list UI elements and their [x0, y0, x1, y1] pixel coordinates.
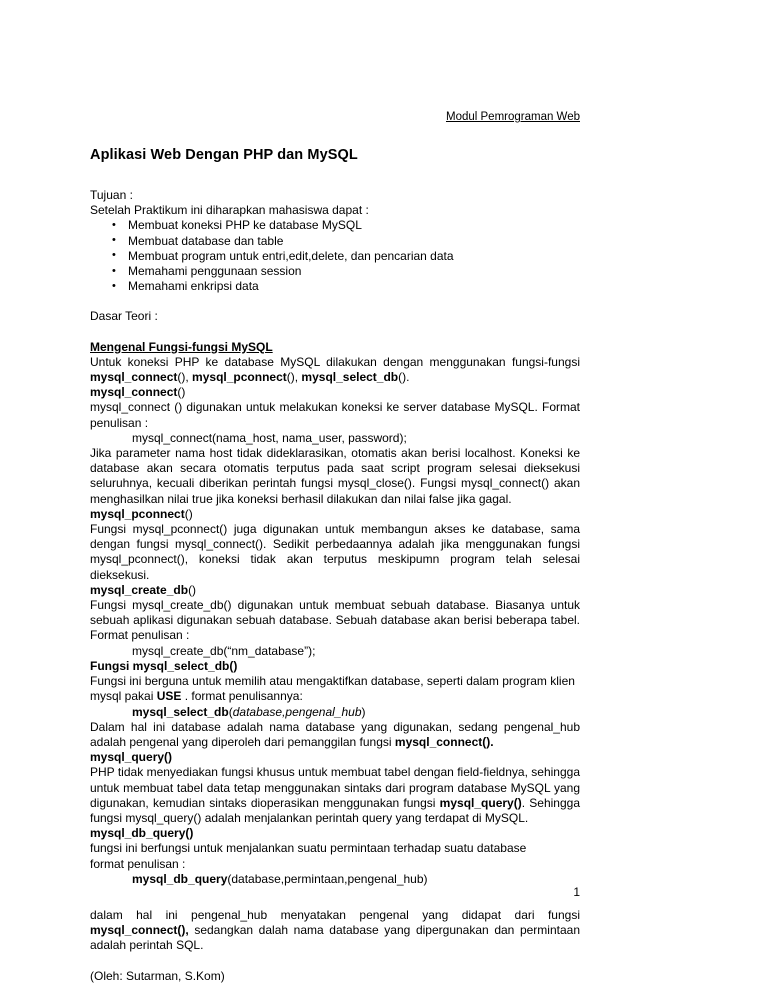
create-db-code: mysql_create_db(“nm_database”);: [132, 643, 316, 658]
list-item: • Membuat database dan table: [90, 234, 580, 249]
keyword-use: USE: [156, 689, 182, 704]
list-item: • Membuat koneksi PHP ke database MySQL: [90, 218, 580, 233]
author-line: (Oleh: Sutarman, S.Kom): [90, 968, 225, 983]
closing-post: sedangkan dalah nama database yang dipergunakan dan permintaan adalah perintah SQL.: [90, 923, 580, 953]
objectives-label: Tujuan :: [90, 188, 133, 202]
objectives-intro: Setelah Praktikum ini diharapkan mahasiswa dapat :: [90, 203, 369, 218]
section-heading-create-db-tail: (): [188, 582, 197, 597]
section-heading-pconnect-bold: mysql_pconnect: [90, 506, 185, 521]
query-body-pre: PHP tidak menyediakan fungsi khusus untuk membuat tabel dengan field-fieldnya, sehingga untuk membuat tabel data tetap menggunakan sintaks dari program database MySQL yang digunakan, kemudian sintaks dioperasikan menggunakan fungsi: [90, 765, 580, 810]
theory-sep-1: (),: [177, 370, 193, 385]
fn-mysql-select-db: mysql_select_db: [301, 370, 399, 385]
db-query-code-fn: mysql_db_query: [132, 871, 228, 886]
page-title: Aplikasi Web Dengan PHP dan MySQL: [90, 147, 358, 163]
select-db-body-post: . format penulisannya:: [181, 689, 303, 704]
theory-intro-text: Untuk koneksi PHP ke database MySQL dilakukan dengan menggunakan fungsi-fungsi: [90, 354, 580, 369]
db-query-code-params: (database,permintaan,pengenal_hub): [227, 871, 428, 886]
fn-mysql-connect: mysql_connect: [90, 370, 178, 385]
section-heading-select-db: Fungsi mysql_select_db(): [90, 658, 238, 673]
connect-code: mysql_connect(nama_host, nama_user, password);: [132, 430, 407, 445]
section-heading-connect-bold: mysql_connect: [90, 385, 178, 400]
theory-intro: [90, 355, 580, 385]
query-body: [90, 765, 580, 826]
section-heading-connect-tail: (): [177, 385, 186, 400]
db-query-body-2: format penulisan :: [90, 856, 186, 871]
closing-pre: dalam hal ini pengenal_hub menyatakan pengenal yang didapat dari fungsi: [90, 907, 580, 922]
query-body-bold: mysql_query(): [439, 795, 522, 810]
closing-bold: mysql_connect(),: [90, 923, 189, 938]
select-db-code: [90, 705, 580, 720]
select-db-body-2: [90, 720, 580, 750]
theory-sep-2: (),: [286, 370, 302, 385]
select-db-code-paren-close: ): [361, 704, 366, 719]
closing-paragraph: [90, 908, 580, 954]
pconnect-body: Fungsi mysql_pconnect() juga digunakan untuk membangun akses ke database, sama dengan fungsi mysql_connect(). Sedikit perbedaannya adalah jika menggunakan fungsi mysql_pconnect(), koneksi tidak akan terputus meskipumn program telah selesai dieksekusi.: [90, 522, 580, 582]
theory-intro-end: ().: [398, 370, 410, 385]
fn-mysql-pconnect: mysql_pconnect: [192, 370, 287, 385]
select-db-body: [90, 674, 580, 704]
db-query-body-1: fungsi ini berfungsi untuk menjalankan suatu permintaan terhadap suatu database: [90, 841, 527, 856]
objectives-list: [90, 218, 580, 294]
section-heading-pconnect: [90, 507, 580, 522]
theory-label: Dasar Teori :: [90, 309, 158, 324]
query-body-post: . Sehingga fungsi mysql_query() adalah menjalankan perintah query yang terdapat di MySQL.: [90, 795, 580, 825]
section-heading-connect: [90, 385, 580, 400]
select-db-code-paren-open: (: [228, 704, 233, 719]
theory-heading: Mengenal Fungsi-fungsi MySQL: [90, 339, 273, 354]
section-heading-create-db: [90, 583, 580, 598]
list-item: • Membuat program untuk entri,edit,delete, dan pencarian data: [90, 249, 580, 264]
list-item: • Memahami penggunaan session: [90, 264, 580, 279]
section-heading-create-db-bold: mysql_create_db: [90, 582, 189, 597]
section-heading-pconnect-tail: (): [184, 506, 193, 521]
select-db-body-2-bold: mysql_connect().: [394, 734, 494, 749]
header-text: Modul Pemrograman Web: [445, 111, 580, 123]
connect-body-2: Jika parameter nama host tidak dideklarasikan, otomatis akan berisi localhost. Koneksi ke database akan secara otomatis terputus pada saat script program selesai dieksekusi seluruhnya, kecuali diberikan perintah fungsi mysql_close(). Fungsi mysql_connect() akan menghasilkan nilai true jika koneksi berhasil dilakukan dan nilai false jika gagal.: [90, 446, 580, 506]
create-db-body: Fungsi mysql_create_db() digunakan untuk membuat sebuah database. Biasanya untuk sebuah aplikasi digunakan sebuah database. Sebuah database akan berisi beberapa tabel. Format penulisan :: [90, 598, 580, 643]
page-number: 1: [573, 885, 580, 899]
select-db-body-pre: Fungsi ini berguna untuk memilih atau mengaktifkan database, seperti dalam program klien mysql pakai: [90, 674, 575, 704]
list-item: • Memahami enkripsi data: [90, 279, 580, 294]
section-heading-db-query: mysql_db_query(): [90, 826, 194, 841]
select-db-code-fn: mysql_select_db: [132, 704, 229, 719]
connect-body-1: mysql_connect () digunakan untuk melakukan koneksi ke server database MySQL. Format penulisan :: [90, 400, 580, 430]
objectives-section: [90, 188, 580, 294]
document-header: [90, 110, 580, 124]
section-heading-query: mysql_query(): [90, 750, 173, 765]
select-db-body-2-pre: Dalam hal ini database adalah nama database yang digunakan, sedang pengenal_hub adalah pengenal yang diperoleh dari pemanggilan fungsi: [90, 719, 580, 749]
select-db-code-params: database,pengenal_hub: [232, 704, 362, 719]
